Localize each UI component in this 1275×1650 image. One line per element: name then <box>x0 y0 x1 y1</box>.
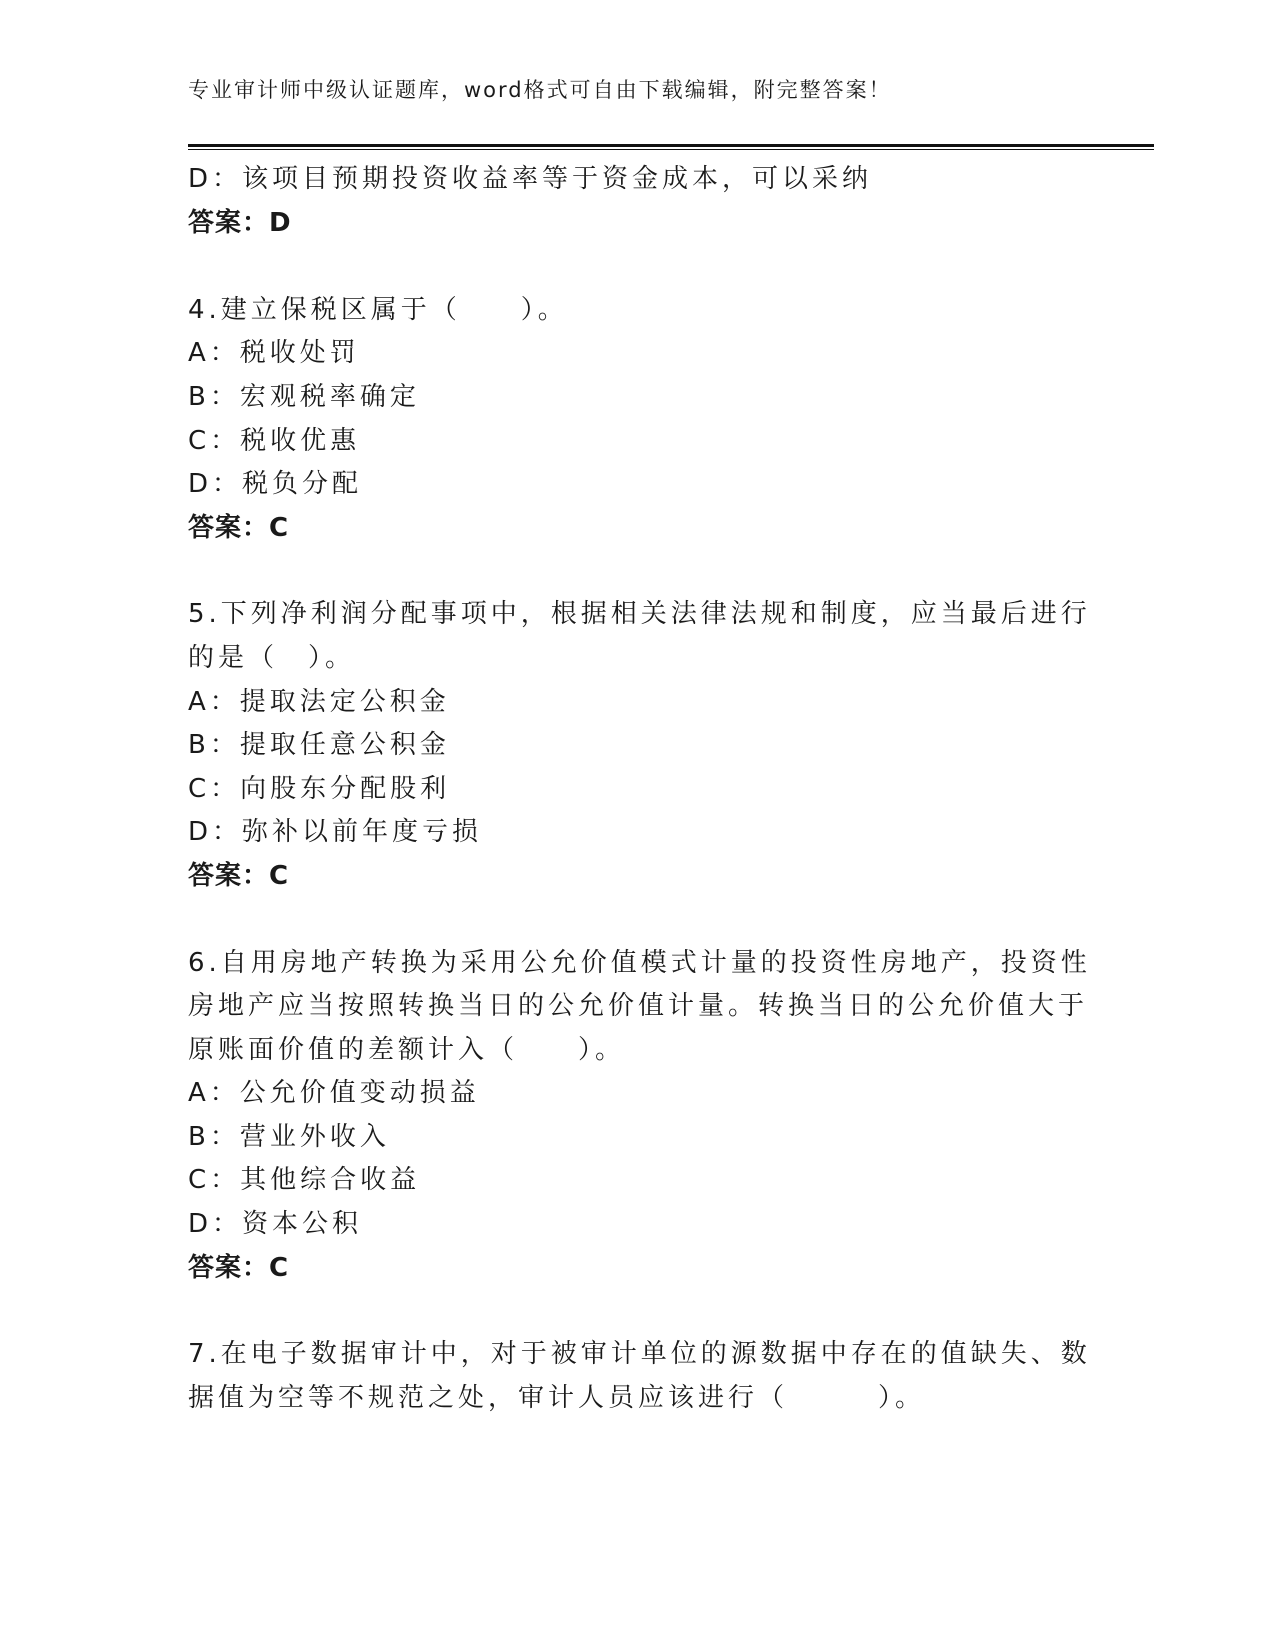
page-header: 专业审计师中级认证题库，word格式可自由下载编辑，附完整答案！ <box>188 78 892 102</box>
q6-answer: 答案：C <box>188 1253 290 1283</box>
q6-option-c: C：其他综合收益 <box>188 1165 421 1195</box>
q3-answer: 答案：D <box>188 208 292 238</box>
q7-stem-line1: 7.在电子数据审计中，对于被审计单位的源数据中存在的值缺失、数 <box>188 1339 1091 1369</box>
q5-option-c: C：向股东分配股利 <box>188 774 451 804</box>
q5-answer: 答案：C <box>188 861 290 891</box>
q6-option-a: A：公允价值变动损益 <box>188 1078 480 1108</box>
q5-option-a: A：提取法定公积金 <box>188 687 450 717</box>
q5-stem-line2: 的是（ ）。 <box>188 643 356 673</box>
q5-option-d: D：弥补以前年度亏损 <box>188 817 483 847</box>
q4-answer: 答案：C <box>188 513 290 543</box>
header-rule-thin <box>188 149 1154 150</box>
q6-stem-line1: 6.自用房地产转换为采用公允价值模式计量的投资性房地产，投资性 <box>188 948 1091 978</box>
q6-stem-line2: 房地产应当按照转换当日的公允价值计量。转换当日的公允价值大于 <box>188 991 1089 1021</box>
q3-option-d: D：该项目预期投资收益率等于资金成本，可以采纳 <box>188 164 873 194</box>
q6-option-d: D：资本公积 <box>188 1209 363 1239</box>
q6-stem-line3: 原账面价值的差额计入（ ）。 <box>188 1035 626 1065</box>
q5-stem-line1: 5.下列净利润分配事项中，根据相关法律法规和制度，应当最后进行 <box>188 599 1091 629</box>
q4-option-c: C：税收优惠 <box>188 426 361 456</box>
q7-stem-line2: 据值为空等不规范之处，审计人员应该进行（ ）。 <box>188 1383 926 1413</box>
q4-stem: 4.建立保税区属于（ ）。 <box>188 295 568 325</box>
q4-option-b: B：宏观税率确定 <box>188 382 420 412</box>
q5-option-b: B：提取任意公积金 <box>188 730 450 760</box>
q4-option-a: A：税收处罚 <box>188 338 360 368</box>
q4-option-d: D：税负分配 <box>188 469 363 499</box>
q6-option-b: B：营业外收入 <box>188 1122 390 1152</box>
header-rule-thick <box>188 144 1154 147</box>
